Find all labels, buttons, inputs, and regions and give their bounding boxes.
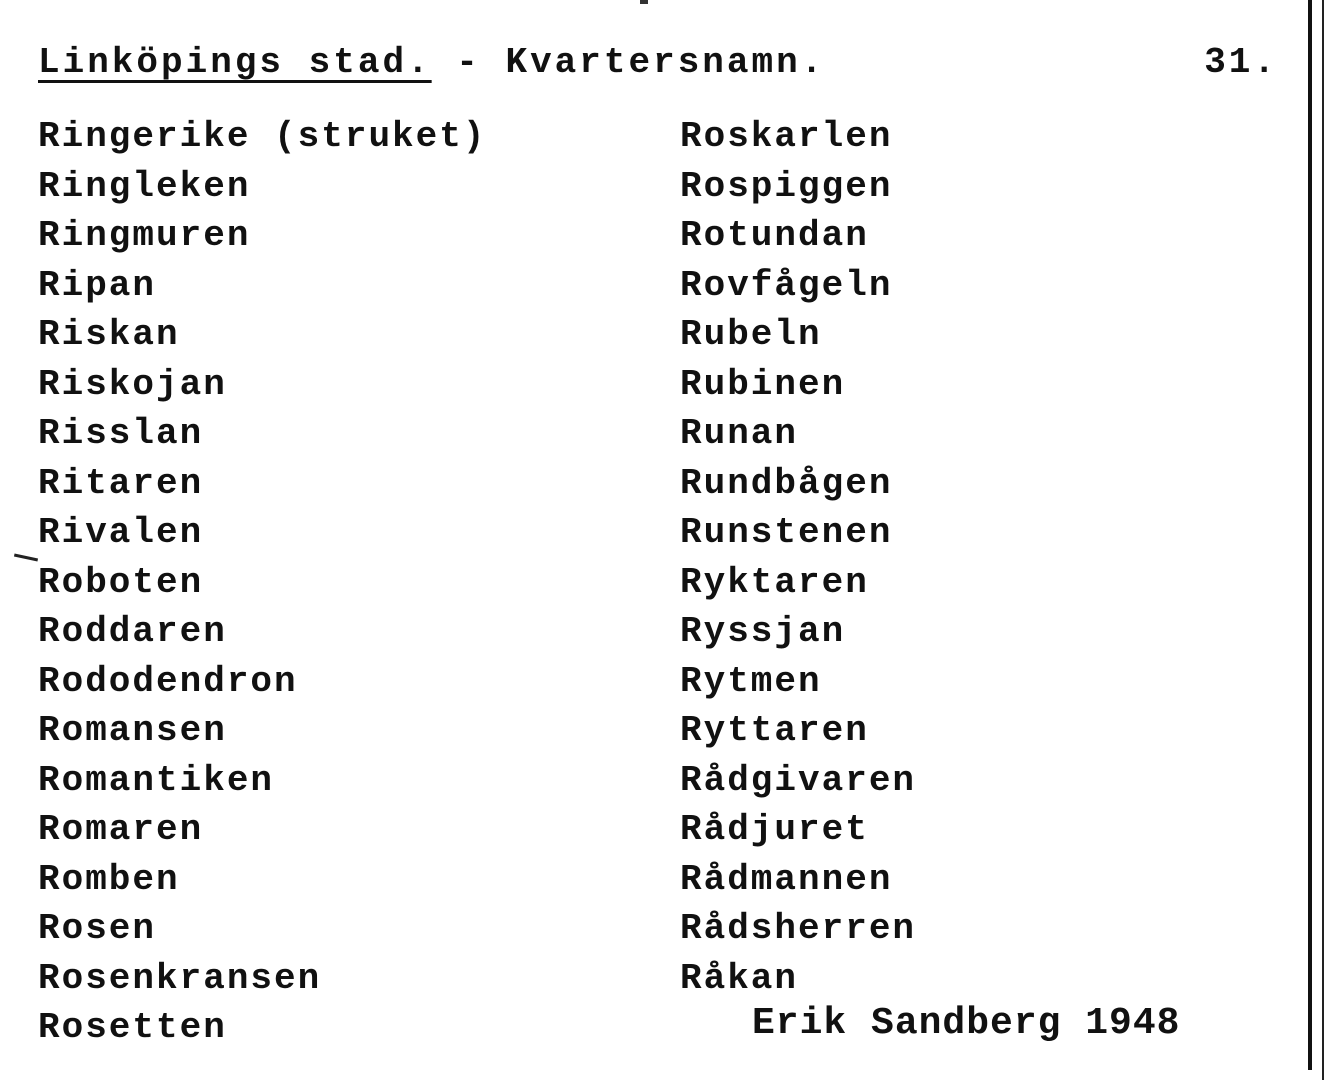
block-name-item: Rosen xyxy=(38,908,157,949)
block-name-item: Rubinen xyxy=(680,363,846,405)
block-name-item: Rododendron xyxy=(38,660,298,702)
block-name-item: Romansen xyxy=(38,710,227,751)
block-name-item: Roskarlen xyxy=(680,116,893,157)
block-name-item: Riskojan xyxy=(38,363,227,405)
right-column-list xyxy=(680,112,916,1003)
block-name-item: Rosetten xyxy=(38,1007,227,1048)
block-name-item: Rådjuret xyxy=(680,809,869,850)
block-name-item: Riskan xyxy=(38,314,180,355)
block-name-item: Romaren xyxy=(38,809,204,850)
block-name-item: Rovfågeln xyxy=(680,264,893,306)
card-right-edge xyxy=(1308,0,1312,1070)
block-name-item: Risslan xyxy=(38,413,204,454)
list-subtitle: - Kvartersnamn. xyxy=(431,42,826,83)
block-name-item: Ripan xyxy=(38,264,157,306)
block-name-item: Ringmuren xyxy=(38,215,251,256)
block-name-item: Rospiggen xyxy=(680,165,893,207)
block-name-item: Ryktaren xyxy=(680,561,869,603)
city-title: Linköpings stad. xyxy=(38,42,432,83)
block-name-item: Roddaren xyxy=(38,611,227,652)
block-name-item: Rytmen xyxy=(680,660,822,702)
block-name-item: Rosenkransen xyxy=(38,957,322,999)
block-name-item: Ryttaren xyxy=(680,710,869,751)
block-name-item: Rådmannen xyxy=(680,858,893,900)
block-name-item: Rådsherren xyxy=(680,908,917,949)
block-name-item: Ryssjan xyxy=(680,611,846,652)
block-name-item: Rivalen xyxy=(38,512,204,553)
block-name-item: Roboten xyxy=(38,561,204,603)
pen-mark xyxy=(14,554,38,562)
block-name-item: Ringerike (struket) xyxy=(38,116,487,157)
page-number: 31. xyxy=(1204,42,1278,83)
block-name-item: Ringleken xyxy=(38,165,251,207)
top-edge-mark xyxy=(640,0,648,4)
block-name-item: Runstenen xyxy=(680,512,893,553)
block-name-item: Rotundan xyxy=(680,215,869,256)
block-name-item: Ritaren xyxy=(38,462,204,504)
signature: Erik Sandberg 1948 xyxy=(752,1002,1181,1045)
scan-edge-line xyxy=(1322,0,1324,1080)
block-name-item: Rundbågen xyxy=(680,462,893,504)
block-name-item: Romantiken xyxy=(38,759,275,801)
block-name-item: Rubeln xyxy=(680,314,822,355)
block-name-item: Romben xyxy=(38,858,180,900)
block-name-item: Runan xyxy=(680,413,799,454)
block-name-item: Råkan xyxy=(680,957,799,999)
card-header xyxy=(38,42,1278,94)
left-column-list xyxy=(38,112,486,1053)
block-name-item: Rådgivaren xyxy=(680,759,917,801)
